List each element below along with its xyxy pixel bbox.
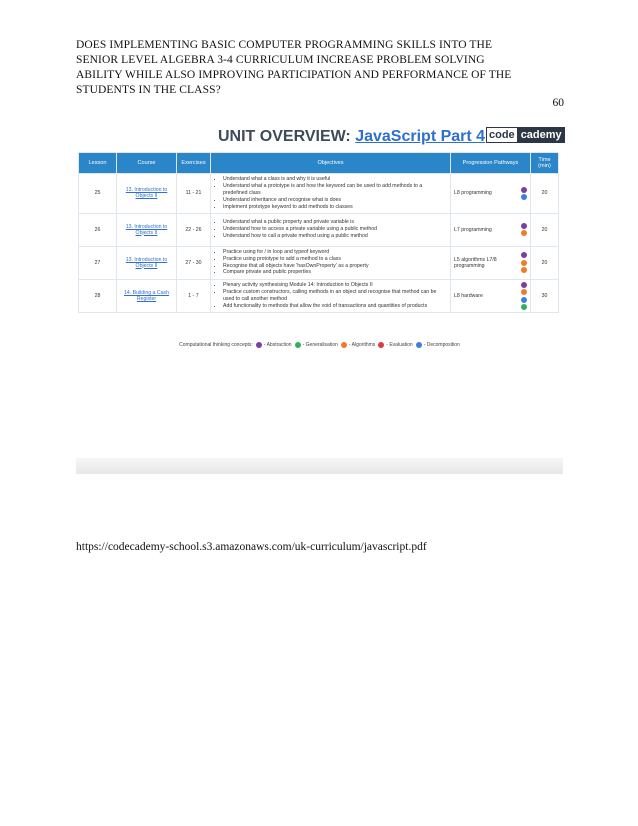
unit-overview-figure [76,118,563,474]
course-link[interactable]: 14. Building a Cash Register [124,289,169,302]
objective-item: • Implement prototype keyword to add methods to classes [223,204,447,211]
exercises-cell: 22 - 26 [177,213,211,246]
time-cell: 20 [531,246,559,279]
algorithms-dot [341,342,347,348]
abstraction-dot [521,282,527,288]
algorithms-dot [521,289,527,295]
exercises-cell: 27 - 30 [177,246,211,279]
objectives-cell [211,246,451,279]
course-link[interactable]: 13. Introduction to Objects II [125,187,168,200]
concept-dots [521,223,527,237]
decomposition-dot [521,297,527,303]
time-cell: 20 [531,174,559,214]
column-header: Course [117,153,177,174]
header-line: SENIOR LEVEL ALGEBRA 3-4 CURRICULUM INCREASE PROBLEM SOLVING [76,54,485,66]
objective-item: • Add functionality to methods that allow the void of transactions and quantities of products [223,303,447,310]
abstraction-dot [256,342,262,348]
abstraction-dot [521,252,527,258]
exercises-cell: 1 - 7 [177,279,211,313]
course-cell [117,246,177,279]
pathway-text: L7 programming [454,226,492,233]
course-cell [117,213,177,246]
abstraction-dot [521,223,527,229]
column-header: Objectives [211,153,451,174]
lesson-cell: 28 [79,279,117,313]
objective-item: • Practice using for / in loop and typeof keyword [223,249,447,256]
table-row [79,174,559,214]
pathways-cell [451,246,531,279]
table-row [79,213,559,246]
objective-item: • Practice custom constructors, calling methods in an object and recognise that method can be used to call another method [223,289,447,303]
objective-item: • Understand what a public property and private variable is [223,219,447,226]
objective-item: • Understand how to call a private method using a public method [223,233,447,240]
table-header-row [79,153,559,174]
legend-item: - Generalisation [295,342,338,348]
table-row [79,279,559,313]
algorithms-dot [521,267,527,273]
running-header [76,38,556,98]
concept-dots [521,187,527,201]
objective-item: • Practice using prototype to add a method to a class [223,256,447,263]
figure-bottom-band [76,458,563,474]
figure-title-link: JavaScript Part 4 [355,128,486,145]
legend-label: Computational thinking concepts: [179,342,253,348]
concepts-legend [76,342,563,348]
lesson-cell: 25 [79,174,117,214]
decomposition-dot [521,194,527,200]
objectives-cell [211,174,451,214]
generalisation-dot [521,304,527,310]
course-cell [117,174,177,214]
evaluation-dot [378,342,384,348]
concept-dots [521,252,527,273]
concept-dots [521,282,527,311]
source-url: https://codecademy-school.s3.amazonaws.com/uk-curriculum/javascript.pdf [76,541,427,553]
objective-item: • Plenary activity synthesising Module 14: Introduction to Objects II [223,282,447,289]
pathways-cell [451,174,531,214]
pathway-text: L8 hardware [454,292,483,299]
decomposition-dot [416,342,422,348]
column-header: Exercises [177,153,211,174]
time-cell: 30 [531,279,559,313]
header-line: STUDENTS IN THE CLASS? [76,84,221,96]
generalisation-dot [295,342,301,348]
pathways-cell [451,213,531,246]
legend-item: - Abstraction [256,342,292,348]
course-link[interactable]: 13. Introduction to Objects II [125,223,168,236]
objective-item: • Compare private and public properties [223,269,447,276]
algorithms-dot [521,260,527,266]
page-number: 60 [552,97,564,109]
objective-item: • Understand how to access a private variable using a public method [223,226,447,233]
objective-item: • Understand what a class is and why it is useful [223,176,447,183]
pathway-text: L5 algorithms L7/8 programming [454,256,497,269]
objectives-cell [211,213,451,246]
figure-title-prefix: UNIT OVERVIEW: [218,128,356,145]
lesson-cell: 26 [79,213,117,246]
header-line: ABILITY WHILE ALSO IMPROVING PARTICIPATION AND PERFORMANCE OF THE [76,69,512,81]
header-line: DOES IMPLEMENTING BASIC COMPUTER PROGRAMMING SKILLS INTO THE [76,39,493,51]
table-row [79,246,559,279]
legend-item: - Algorithms [341,342,375,348]
codecademy-logo: code cademy [486,127,565,143]
pathways-cell [451,279,531,313]
objective-item: • Recognise that all objects have 'hasOwnProperty' as a property [223,263,447,270]
objective-item: • Understand inheritance and recognise what is does [223,197,447,204]
column-header: Lesson [79,153,117,174]
exercises-cell: 11 - 21 [177,174,211,214]
time-cell: 20 [531,213,559,246]
column-header: Progression Pathways [451,153,531,174]
legend-item: - Evaluation [378,342,412,348]
course-link[interactable]: 13. Introduction to Objects II [125,256,168,269]
objectives-cell [211,279,451,313]
column-header: Time (min) [531,153,559,174]
abstraction-dot [521,187,527,193]
course-cell [117,279,177,313]
pathway-text: L8 programming [454,190,492,197]
overview-table [78,152,559,313]
figure-title [218,128,485,146]
algorithms-dot [521,230,527,236]
lesson-cell: 27 [79,246,117,279]
objective-item: • Understand what a prototype is and how the keyword can be used to add methods to a predefined class [223,183,447,197]
legend-item: - Decomposition [416,342,460,348]
